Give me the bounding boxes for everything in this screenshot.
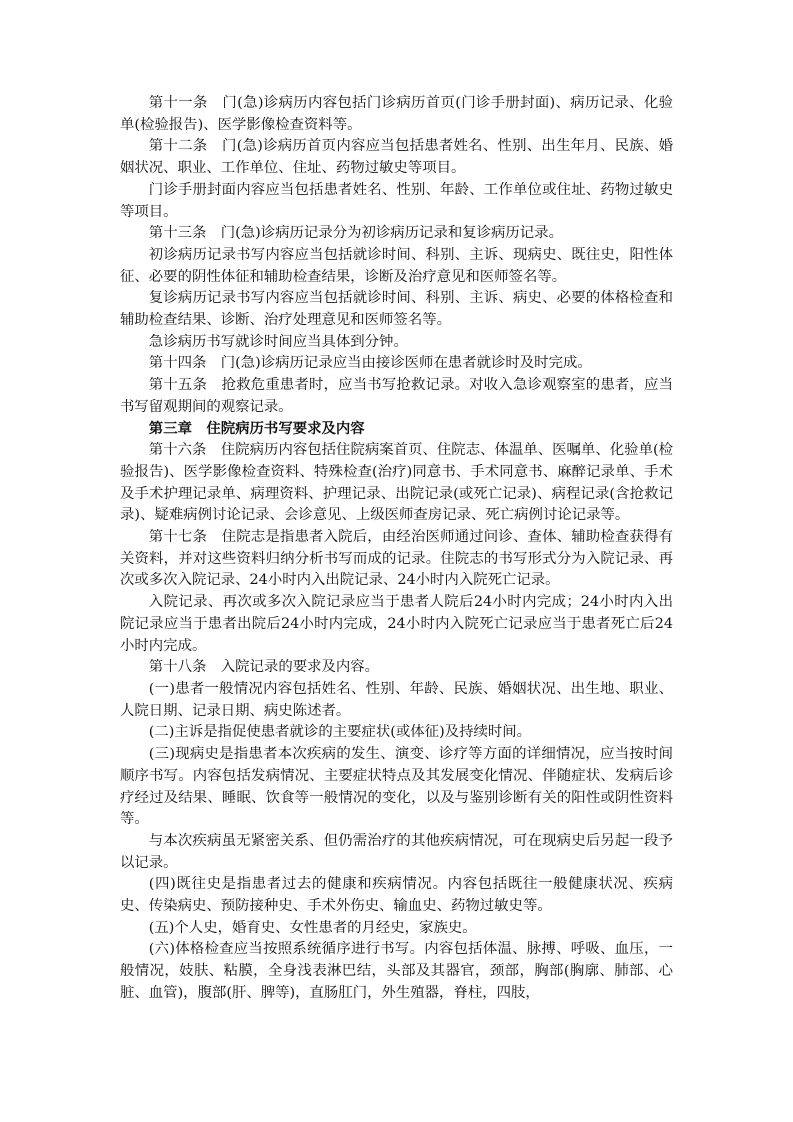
paragraph: 初诊病历记录书写内容应当包括就诊时间、科别、主诉、现病史、既往史，阳性体征、必要的阴性体征和辅助检查结果，诊断及治疗意见和医师签名等。 xyxy=(120,246,673,285)
list-item: (二)主诉是指促使患者就诊的主要症状(或体征)及持续时间。 xyxy=(148,724,532,741)
list-item: (三)现病史是指患者本次疾病的发生、演变、诊疗等方面的详细情况，应当按时间顺序书写。内容包括发病情况、主要症状特点及其发展变化情况、伴随症状、发病后诊疗经过及结果、睡眠、饮食等一般情况的变化，以及与鉴别诊断有关的阳性或阴性资料等。 xyxy=(120,746,673,828)
article-14: 第十四条 门(急)诊病历记录应当由接诊医师在患者就诊时及时完成。 xyxy=(148,355,592,372)
paragraph: 与本次疾病虽无紧密关系、但仍需治疗的其他疾病情况，可在现病史后另起一段予以记录。 xyxy=(120,832,673,871)
paragraph: 急诊病历书写就诊时间应当具体到分钟。 xyxy=(148,333,408,350)
article-15: 第十五条 抢救危重患者时，应当书写抢救记录。对收入急诊观察室的患者，应当书写留观期间的观察记录。 xyxy=(120,377,673,415)
paragraph: 入院记录、再次或多次入院记录应当于患者人院后24小时内完成；24小时内入出院记录应当于患者出院后24小时内完成，24小时内入院死亡记录应当于患者死亡后24小时内完成。 xyxy=(120,594,673,654)
chapter-heading: 第三章 住院病历书写要求及内容 xyxy=(148,420,365,437)
list-item: (四)既往史是指患者过去的健康和疾病情况。内容包括既往一般健康状况、疾病史、传染病史、预防接种史、手术外伤史、输血史、药物过敏史等。 xyxy=(120,876,673,915)
article-17: 第十七条 住院志是指患者入院后，由经治医师通过问诊、查体、辅助检查获得有关资料，并对这些资料归纳分析书写而成的记录。住院志的书写形式分为入院记录、再次或多次入院记录、24小时内入出院记录、24小时内入院死亡记录。 xyxy=(120,529,673,589)
list-item: (五)个人史，婚育史、女性患者的月经史，家族史。 xyxy=(148,919,477,936)
document-page xyxy=(120,93,673,1005)
article-16: 第十六条 住院病历内容包括住院病案首页、住院志、体温单、医嘱单、化验单(检验报告)、医学影像检查资料、特殊检查(治疗)同意书、手术同意书、麻醉记录单、手术及手术护理记录单、病理资料、护理记录、出院记录(或死亡记录)、病程记录(含抢救记录)、疑难病例讨论记录、会诊意见、上级医师查房记录、死亡病例讨论记录等。 xyxy=(120,442,673,524)
article-11: 第十一条 门(急)诊病历内容包括门诊病历首页(门诊手册封面)、病历记录、化验单(检验报告)、医学影像检查资料等。 xyxy=(120,95,673,133)
paragraph: 门诊手册封面内容应当包括患者姓名、性别、年龄、工作单位或住址、药物过敏史等项目。 xyxy=(120,181,673,220)
article-12: 第十二条 门(急)诊病历首页内容应当包括患者姓名、性别、出生年月、民族、婚姻状况、职业、工作单位、住址、药物过敏史等项目。 xyxy=(120,138,673,177)
article-18: 第十八条 入院记录的要求及内容。 xyxy=(148,659,380,676)
list-item: (六)体格检查应当按照系统循序进行书写。内容包括体温、脉搏、呼吸、血压，一般情况，妓肤、粘膜，全身浅表淋巴结，头部及其器官，颈部，胸部(胸廓、肺部、心脏、血管)，腹部(肝、脾等)，直肠肛门，外生殖器，脊柱，四肢， xyxy=(120,941,673,1001)
paragraph: 复诊病历记录书写内容应当包括就诊时间、科别、主诉、病史、必要的体格检查和辅助检查结果、诊断、治疗处理意见和医师签名等。 xyxy=(120,290,673,329)
list-item: (一)患者一般情况内容包括姓名、性别、年龄、民族、婚姻状况、出生地、职业、人院日期、记录日期、病史陈述者。 xyxy=(120,680,673,719)
article-13: 第十三条 门(急)诊病历记录分为初诊病历记录和复诊病历记录。 xyxy=(148,225,563,242)
